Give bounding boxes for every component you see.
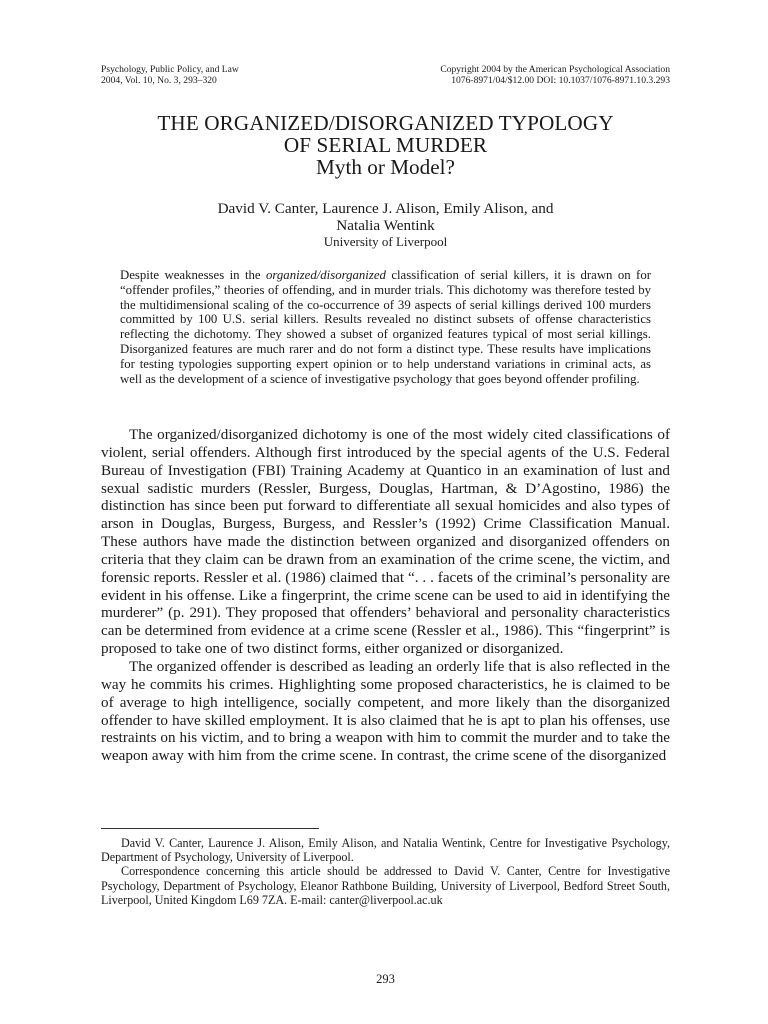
journal-citation	[101, 64, 239, 86]
footnote-correspondence: Correspondence concerning this article should be addressed to David V. Canter, Centre for Investigative Psychology, Department of Psychology, Eleanor Rathbone Building, University of Liverpool, Bedford Street South, Liverpool, United Kingdom L69 7ZA. E-mail: canter@liverpool.ac.uk	[101, 864, 670, 907]
page-number: 293	[376, 972, 395, 986]
affiliation: University of Liverpool	[323, 234, 448, 249]
abstract-text-rest: classification of serial killers, it is drawn on for “offender profiles,” theories of offending, and in murder trials. This dichotomy was therefore tested by the multidimensional scaling of the co-occurrence of 39 aspects of serial killings derived 100 murders committed by 100 U.S. serial killers. Results revealed no distinct subsets of offense characteristics reflecting the dichotomy. They showed a subset of organized features typical of most serial killings. Disorganized features are much rarer and do not form a distinct type. These results have implications for testing typologies supporting expert opinion or to help understand variations in criminal acts, as well as the development of a science of investigative psychology that goes beyond offender profiling.	[120, 268, 651, 386]
abstract-text-start: Despite weaknesses in the	[120, 268, 266, 282]
footnote-affiliation: David V. Canter, Laurence J. Alison, Emily Alison, and Natalia Wentink, Centre for Investigative Psychology, Department of Psychology, University of Liverpool.	[101, 836, 670, 865]
authors-line-2: Natalia Wentink	[336, 217, 435, 234]
copyright-notice	[440, 64, 670, 86]
copyright-line: Copyright 2004 by the American Psychological Association	[440, 64, 670, 75]
abstract	[120, 268, 651, 386]
authors-line-1: David V. Canter, Laurence J. Alison, Emily Alison, and	[217, 200, 554, 217]
abstract-italic-term: organized/disorganized	[266, 268, 386, 282]
footnotes	[101, 836, 670, 907]
body-paragraph-2: The organized offender is described as leading an orderly life that is also reflected in the way he commits his crimes. Highlighting some proposed characteristics, he is claimed to be of average to high intelligence, socially competent, and more likely than the disorganized offender to have skilled employment. It is also claimed that he is apt to plan his offenses, use restraints on his victim, and to bring a weapon with him to commit the murder and to take the weapon away with him from the crime scene. In contrast, the crime scene of the disorganized	[101, 657, 670, 765]
author-block	[101, 200, 670, 250]
body-text	[101, 426, 670, 765]
article-title-block	[101, 112, 670, 178]
journal-name: Psychology, Public Policy, and Law	[101, 64, 239, 75]
journal-volume: 2004, Vol. 10, No. 3, 293–320	[101, 75, 217, 86]
article-subtitle: Myth or Model?	[316, 155, 455, 179]
doi-line: 1076-8971/04/$12.00 DOI: 10.1037/1076-8971.10.3.293	[451, 75, 670, 86]
title-line-1: THE ORGANIZED/DISORGANIZED TYPOLOGY	[157, 111, 614, 135]
title-line-2: OF SERIAL MURDER	[283, 133, 488, 157]
footnote-divider	[101, 828, 319, 829]
article-title	[101, 112, 670, 156]
body-paragraph-1: The organized/disorganized dichotomy is one of the most widely cited classifications of violent, serial offenders. Although first introduced by the special agents of the U.S. Federal Bureau of Investigation (FBI) Training Academy at Quantico in an examination of lust and sexual sadistic murders (Ressler, Burgess, Douglas, Hartman, & D’Agostino, 1986) the distinction has since been put forward to differentiate all sexual homicides and also types of arson in Douglas, Burgess, Burgess, and Ressler’s (1992) Crime Classification Manual. These authors have made the distinction between organized and disorganized offenders on criteria that they claim can be drawn from an examination of the crime scene, the victim, and forensic reports. Ressler et al. (1986) claimed that “. . . facets of the criminal’s personality are evident in his offense. Like a fingerprint, the crime scene can be used to aid in identifying the murderer” (p. 291). They proposed that offenders’ behavioral and personality characteristics can be determined from evidence at a crime scene (Ressler et al., 1986). This “fingerprint” is proposed to take one of two distinct forms, either organized or disorganized.	[101, 426, 670, 658]
